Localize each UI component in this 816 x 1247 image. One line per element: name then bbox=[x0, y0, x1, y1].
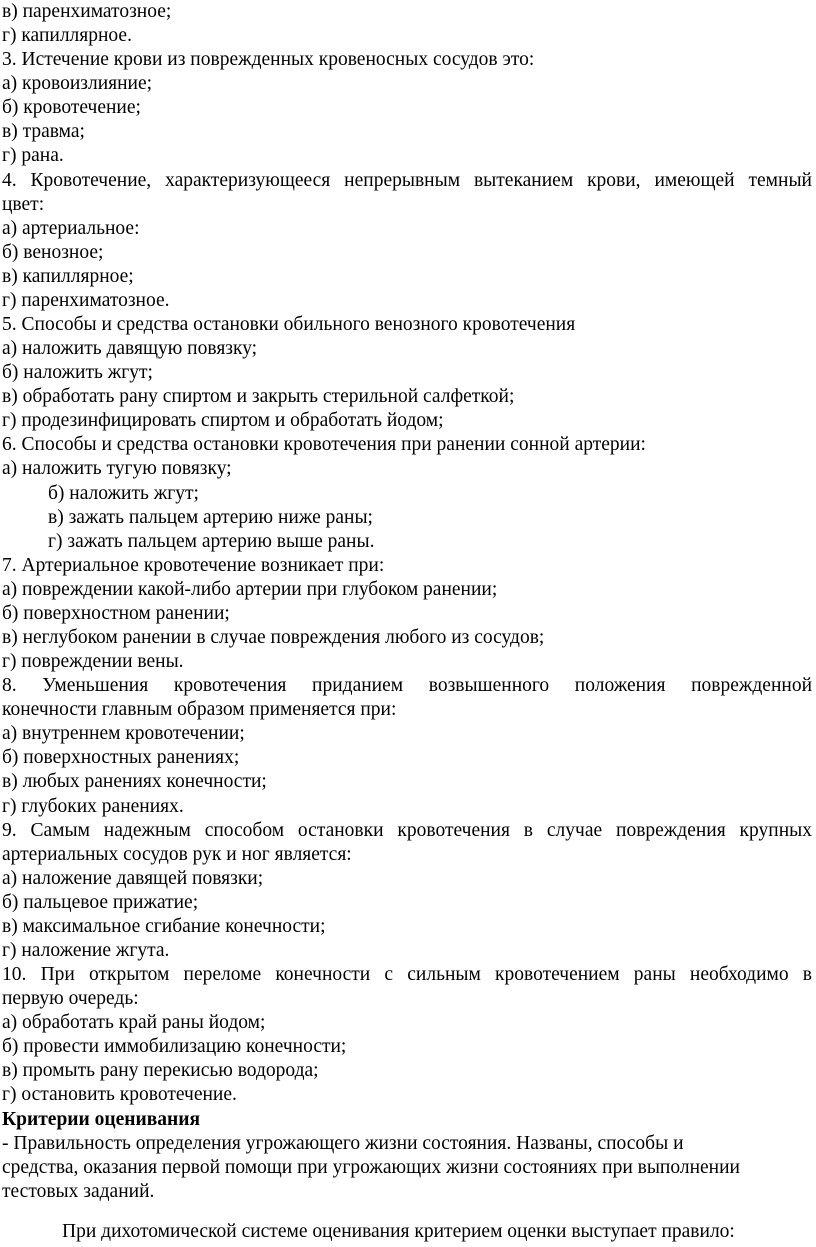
q8-option-a: а) внутреннем кровотечении; bbox=[2, 723, 245, 744]
q7-question: 7. Артериальное кровотечение возникает при: bbox=[2, 555, 385, 576]
q5-option-a: а) наложить давящую повязку; bbox=[2, 338, 258, 359]
q9-question-line1: 9. Самым надежным способом остановки кровотечения в случае повреждения крупных bbox=[2, 820, 812, 841]
q7-option-v: в) неглубоком ранении в случае повреждения любого из сосудов; bbox=[2, 627, 545, 648]
q8-question-line1: 8. Уменьшения кровотечения приданием возвышенного положения поврежденной bbox=[2, 675, 812, 696]
q6-option-b: б) наложить жгут; bbox=[48, 483, 199, 504]
q9-option-b: б) пальцевое прижатие; bbox=[2, 892, 199, 913]
q4-question-line2: цвет: bbox=[2, 194, 45, 215]
q10-option-a: а) обработать край раны йодом; bbox=[2, 1012, 266, 1033]
criteria-heading: Критерии оценивания bbox=[2, 1109, 201, 1130]
q3-option-b: б) кровотечение; bbox=[2, 97, 141, 118]
q3-option-g: г) рана. bbox=[2, 145, 64, 166]
scoring-rule-line: При дихотомической системе оценивания критерием оценки выступает правило: bbox=[62, 1221, 735, 1242]
q6-question: 6. Способы и средства остановки кровотечения при ранении сонной артерии: bbox=[2, 434, 646, 455]
q6-option-a: а) наложить тугую повязку; bbox=[2, 458, 232, 479]
q3-question: 3. Истечение крови из поврежденных кровеносных сосудов это: bbox=[2, 49, 535, 70]
q9-option-v: в) максимальное сгибание конечности; bbox=[2, 916, 326, 937]
q10-question-line1: 10. При открытом переломе конечности с сильным кровотечением раны необходимо в bbox=[2, 964, 812, 985]
q3-option-v: в) травма; bbox=[2, 121, 85, 142]
q9-question-line2: артериальных сосудов рук и ног является: bbox=[2, 844, 352, 865]
q7-option-g: г) повреждении вены. bbox=[2, 651, 184, 672]
q4-option-v: в) капиллярное; bbox=[2, 266, 134, 287]
q5-option-b: б) наложить жгут; bbox=[2, 362, 153, 383]
q8-option-g: г) глубоких ранениях. bbox=[2, 796, 184, 817]
q4-option-g: г) паренхиматозное. bbox=[2, 290, 170, 311]
q8-option-b: б) поверхностных ранениях; bbox=[2, 747, 240, 768]
q10-option-g: г) остановить кровотечение. bbox=[2, 1084, 237, 1105]
criteria-line2: средства, оказания первой помощи при угрожающих жизни состояниях при выполнении bbox=[2, 1157, 740, 1178]
q5-option-v: в) обработать рану спиртом и закрыть стерильной салфеткой; bbox=[2, 386, 515, 407]
q4-option-b: б) венозное; bbox=[2, 242, 104, 263]
q10-option-b: б) провести иммобилизацию конечности; bbox=[2, 1036, 347, 1057]
q7-option-a: а) повреждении какой-либо артерии при глубоком ранении; bbox=[2, 579, 498, 600]
q8-question-line2: конечности главным образом применяется при: bbox=[2, 699, 397, 720]
criteria-line3: тестовых заданий. bbox=[2, 1181, 155, 1202]
q8-option-v: в) любых ранениях конечности; bbox=[2, 771, 267, 792]
q6-option-v: в) зажать пальцем артерию ниже раны; bbox=[48, 507, 373, 528]
q4-option-a: а) артериальное: bbox=[2, 218, 140, 239]
q5-option-g: г) продезинфицировать спиртом и обработать йодом; bbox=[2, 410, 444, 431]
criteria-line1: - Правильность определения угрожающего жизни состояния. Названы, способы и bbox=[2, 1133, 684, 1154]
q10-question-line2: первую очередь: bbox=[2, 988, 139, 1009]
q6-option-g: г) зажать пальцем артерию выше раны. bbox=[48, 531, 375, 552]
q2-option-g: г) капиллярное. bbox=[2, 25, 132, 46]
q9-option-a: а) наложение давящей повязки; bbox=[2, 868, 264, 889]
q3-option-a: а) кровоизлияние; bbox=[2, 73, 153, 94]
q5-question: 5. Способы и средства остановки обильного венозного кровотечения bbox=[2, 314, 576, 335]
q9-option-g: г) наложение жгута. bbox=[2, 940, 170, 961]
q7-option-b: б) поверхностном ранении; bbox=[2, 603, 230, 624]
q2-option-v: в) паренхиматозное; bbox=[2, 1, 172, 22]
q10-option-v: в) промыть рану перекисью водорода; bbox=[2, 1060, 319, 1081]
q4-question-line1: 4. Кровотечение, характеризующееся непрерывным вытеканием крови, имеющей темный bbox=[2, 170, 812, 191]
